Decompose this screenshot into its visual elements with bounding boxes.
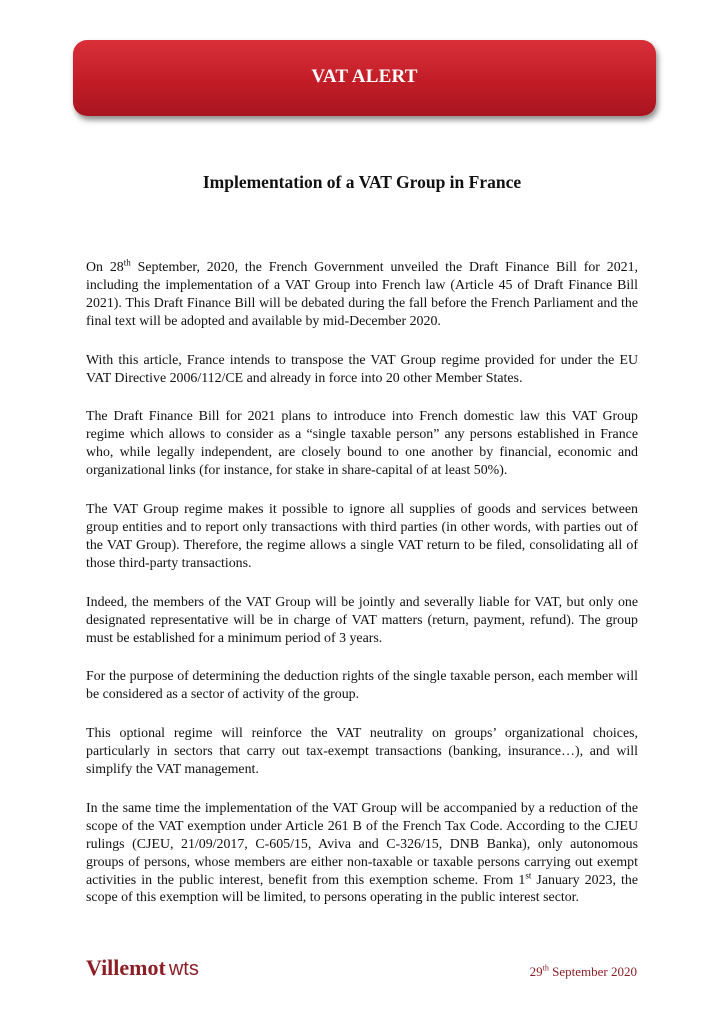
vat-alert-banner xyxy=(73,40,656,116)
document-title: Implementation of a VAT Group in France xyxy=(202,172,522,192)
document-body xyxy=(86,259,638,928)
logo-main-text: Villemot xyxy=(86,955,166,980)
logo-sub-text: wts xyxy=(168,958,199,980)
paragraph: The Draft Finance Bill for 2021 plans to introduce into French domestic law this VAT Group regime which allows to consider as a “single taxable person” any persons established in France who, while legally independent, are closely bound to one another by financial, economic and organizational links (for instance, for stake in share-capital of at least 50%). xyxy=(86,409,638,479)
paragraph: Indeed, the members of the VAT Group will be jointly and severally liable for VAT, but only one designated representative will be in charge of VAT matters (return, payment, refund). The group must be established for a minimum period of 3 years. xyxy=(86,594,638,646)
paragraph: In the same time the implementation of the VAT Group will be accompanied by a reduction of the scope of the VAT exemption under Article 261 B of the French Tax Code. According to the CJEU rulings (CJEU, 21/09/2017, C-605/15, Aviva and C-326/15, DNB Banka), only autonomous groups of persons, whose members are either non-taxable or taxable persons carrying out exempt activities in the public interest, benefit from this exemption scheme. From 1st January 2023, the scope of this exemption will be limited, to persons operating in the public interest sector. xyxy=(86,800,639,906)
paragraph: For the purpose of determining the deduction rights of the single taxable person, each member will be considered as a sector of activity of the group. xyxy=(86,669,638,703)
villemot-wts-logo xyxy=(86,955,199,982)
paragraph: On 28th September, 2020, the French Government unveiled the Draft Finance Bill for 2021, including the implementation of a VAT Group into French law (Article 45 of Draft Finance Bill 2021). This Draft Finance Bill will be debated during the fall before the French Parliament and the final text will be adopted and available by mid-December 2020. xyxy=(86,257,638,329)
paragraph: With this article, France intends to transpose the VAT Group regime provided for under the EU VAT Directive 2006/112/CE and already in force into 20 other Member States. xyxy=(86,352,638,386)
footer-date: 29th September 2020 xyxy=(529,963,637,979)
paragraph: This optional regime will reinforce the VAT neutrality on groups’ organizational choices, particularly in sectors that carry out tax-exempt transactions (banking, insurance…), and will simplify the VAT management. xyxy=(86,726,638,778)
paragraph: The VAT Group regime makes it possible to ignore all supplies of goods and services between group entities and to report only transactions with third parties (in other words, with parties out of the VAT Group). Therefore, the regime allows a single VAT return to be filed, consolidating all of those third-party transactions. xyxy=(86,502,638,571)
banner-title: VAT ALERT xyxy=(311,66,418,87)
